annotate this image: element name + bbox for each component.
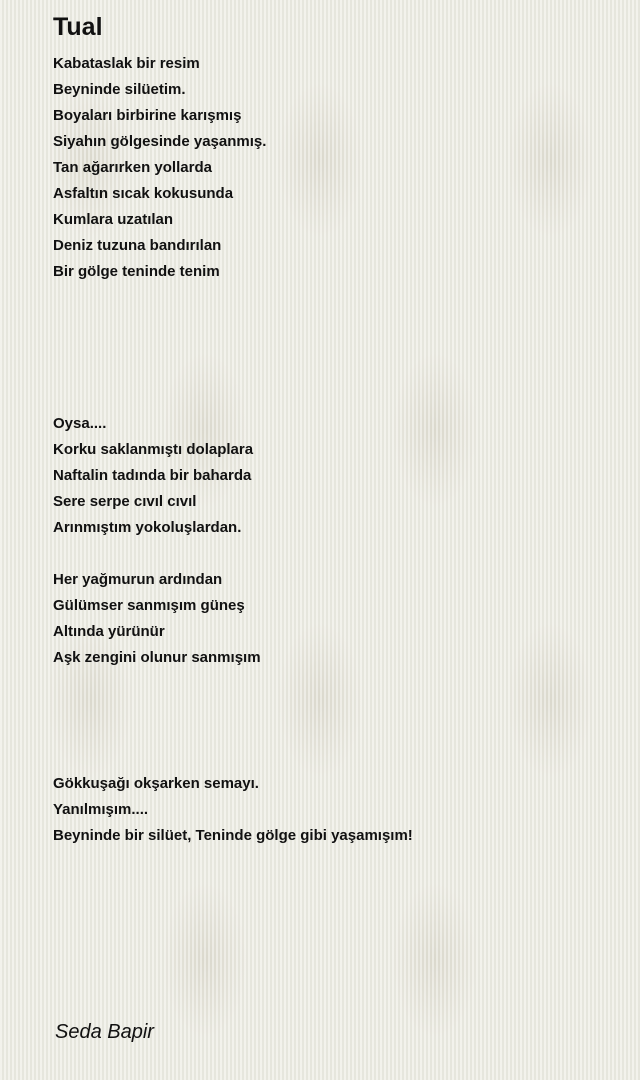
stanza-3 [53, 567, 261, 671]
poem-line: Gülümser sanmışım güneş [53, 597, 245, 614]
poem-line: Bir gölge teninde tenim [53, 263, 220, 280]
poem-author: Seda Bapir [55, 1021, 154, 1043]
poem-line: Arınmıştım yokoluşlardan. [53, 519, 242, 536]
poem-line: Yanılmışım.... [53, 801, 149, 818]
poem-line: Korku saklanmıştı dolaplara [53, 441, 254, 458]
stanza-1 [53, 51, 266, 285]
poem-line: Tan ağarırken yollarda [53, 159, 212, 176]
poem-line: Oysa.... [53, 415, 107, 432]
poem-line: Naftalin tadında bir baharda [53, 467, 252, 484]
poem-line: Boyaları birbirine karışmış [53, 107, 242, 124]
poem-line: Beyninde bir silüet, Teninde gölge gibi yaşamışım! [53, 827, 413, 844]
poem-line: Gökkuşağı okşarken semayı. [53, 775, 259, 792]
poem-line: Beyninde silüetim. [53, 81, 186, 98]
stanza-4 [53, 771, 413, 849]
poem-line: Kabataslak bir resim [53, 55, 200, 72]
poem-line: Altında yürünür [53, 623, 165, 640]
poem-line: Her yağmurun ardından [53, 571, 223, 588]
poem-line: Siyahın gölgesinde yaşanmış. [53, 133, 267, 150]
poem-line: Sere serpe cıvıl cıvıl [53, 493, 197, 510]
poem-title: Tual [53, 13, 103, 41]
poem-line: Asfaltın sıcak kokusunda [53, 185, 234, 202]
poem-line: Deniz tuzuna bandırılan [53, 237, 222, 254]
poem-line: Aşk zengini olunur sanmışım [53, 649, 261, 666]
stanza-2 [53, 411, 253, 541]
poem-line: Kumlara uzatılan [53, 211, 174, 228]
